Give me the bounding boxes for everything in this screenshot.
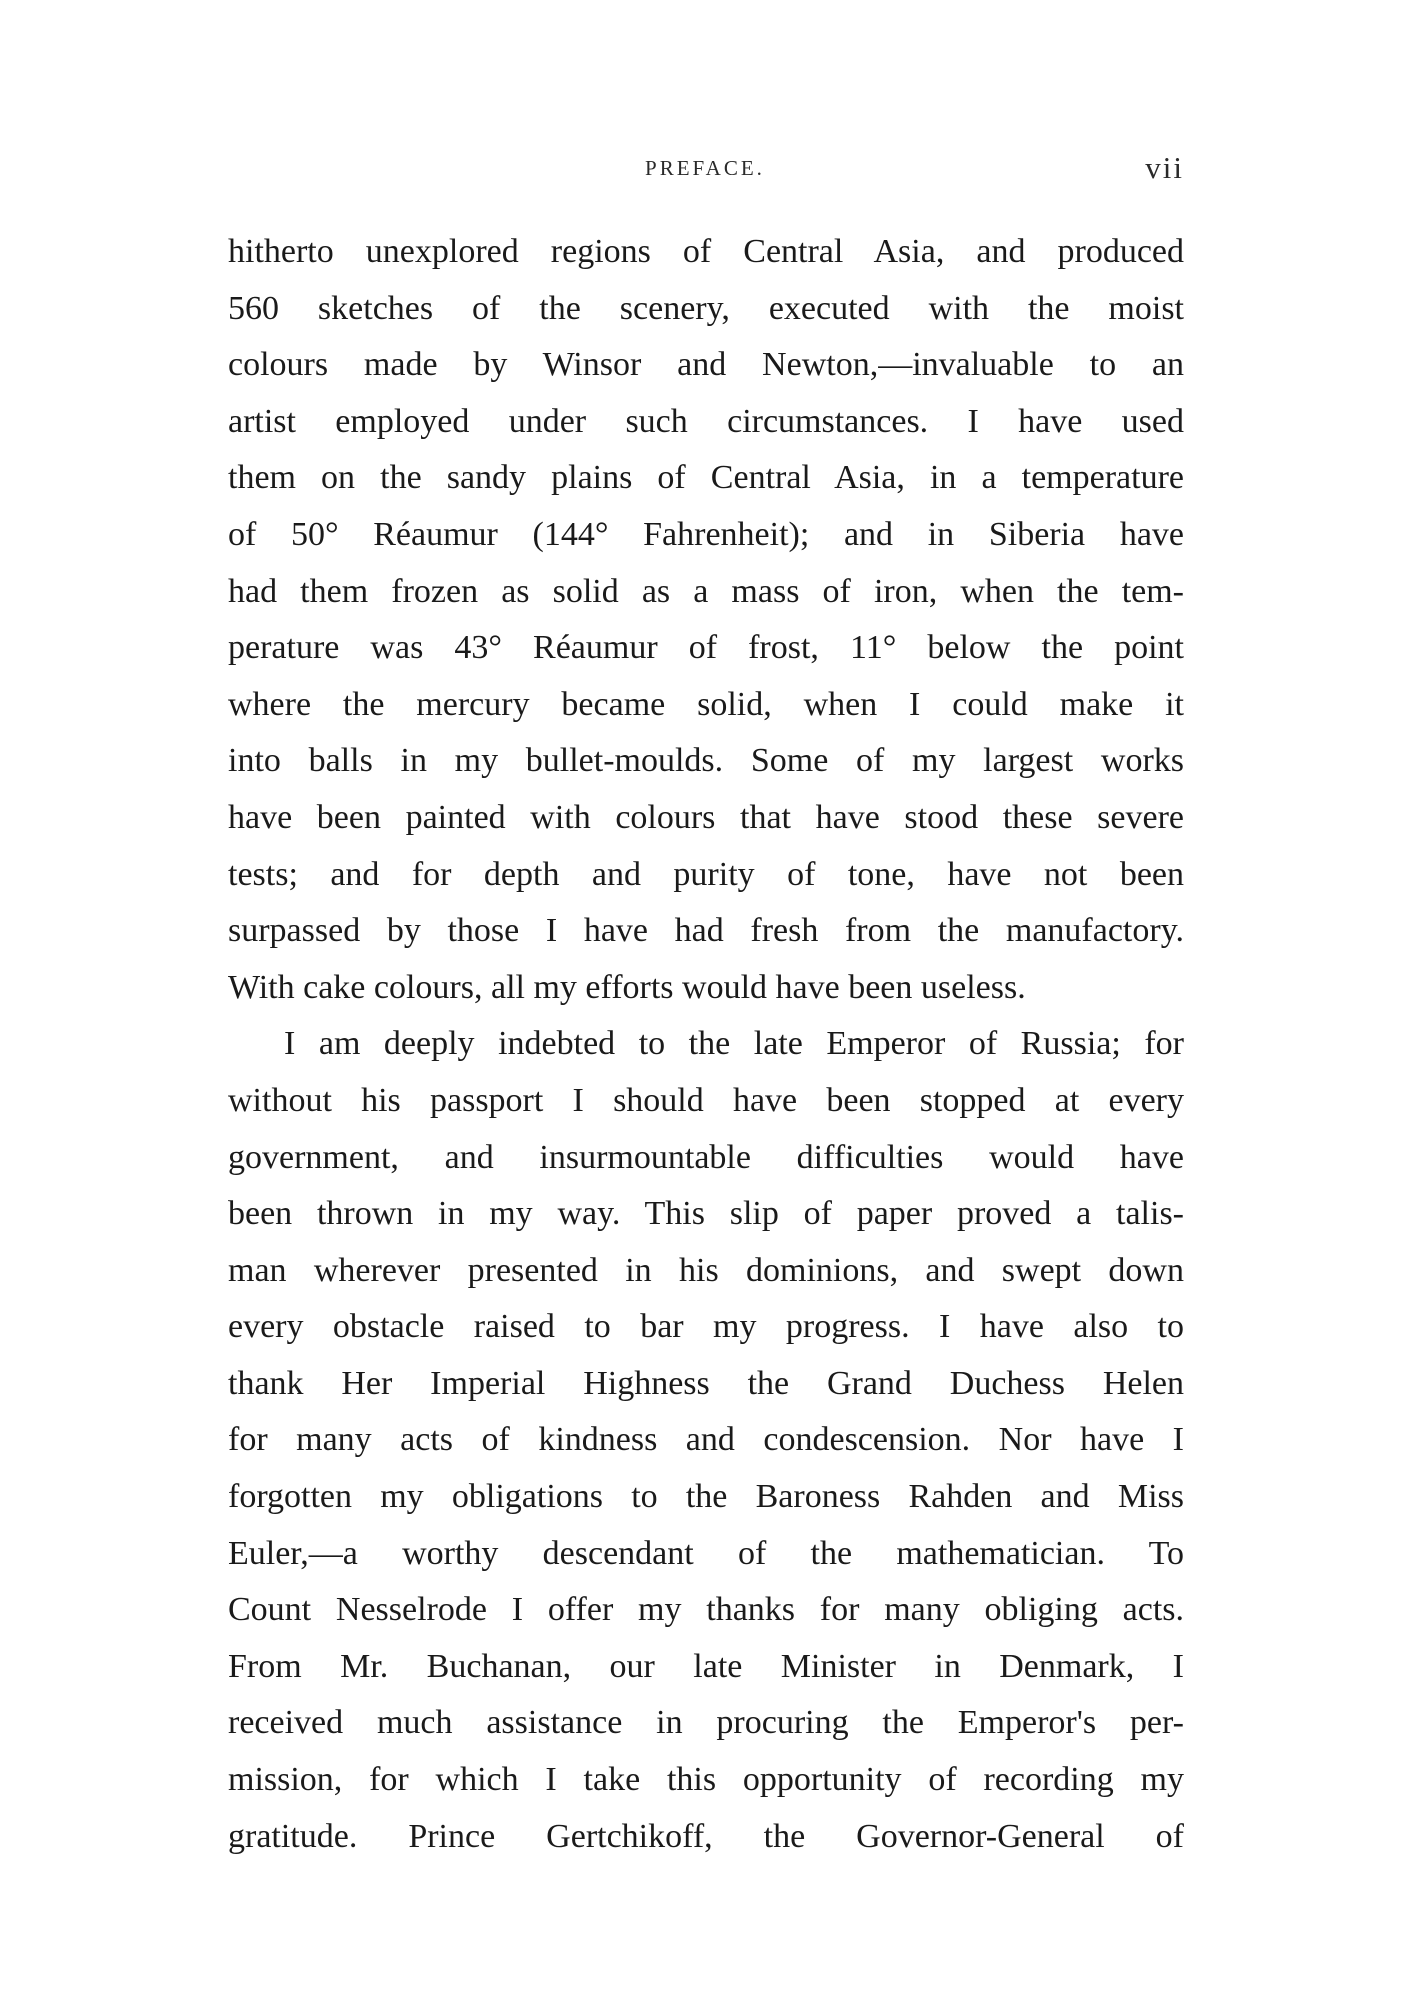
text-line: 560 sketches of the scenery, executed with the moist — [228, 289, 1184, 327]
text-line: them on the sandy plains of Central Asia, in a temperature — [228, 459, 1184, 497]
text-line: tests; and for depth and purity of tone, have not been — [228, 855, 1184, 893]
text-line: government, and insurmountable difficulties would have — [228, 1138, 1184, 1176]
text-line: With cake colours, all my efforts would have been useless. — [228, 968, 1026, 1006]
running-head — [226, 150, 1184, 190]
text-line: Count Nesselrode I offer my thanks for many obliging acts. — [228, 1591, 1184, 1629]
running-title: PREFACE. — [645, 156, 765, 180]
text-line: colours made by Winsor and Newton,—invaluable to an — [228, 346, 1184, 384]
text-line: have been painted with colours that have stood these severe — [228, 798, 1184, 836]
text-line: perature was 43° Réaumur of frost, 11° below the point — [228, 629, 1184, 667]
text-line: surpassed by those I have had fresh from the manufactory. — [228, 912, 1184, 950]
text-line: thank Her Imperial Highness the Grand Duchess Helen — [228, 1364, 1184, 1402]
text-line: gratitude. Prince Gertchikoff, the Governor-General of — [228, 1817, 1184, 1855]
text-line: for many acts of kindness and condescension. Nor have I — [228, 1421, 1184, 1459]
text-line: artist employed under such circumstances. I have used — [228, 402, 1184, 440]
text-line: every obstacle raised to bar my progress. I have also to — [228, 1308, 1184, 1346]
text-line: into balls in my bullet-moulds. Some of my largest works — [228, 742, 1184, 780]
text-line: forgotten my obligations to the Baroness Rahden and Miss — [228, 1478, 1184, 1516]
text-line: without his passport I should have been stopped at every — [228, 1081, 1184, 1119]
text-line: I am deeply indebted to the late Emperor of Russia; for — [284, 1025, 1184, 1063]
text-line: From Mr. Buchanan, our late Minister in Denmark, I — [228, 1647, 1184, 1685]
text-line: where the mercury became solid, when I could make it — [228, 685, 1184, 723]
text-line: been thrown in my way. This slip of paper proved a talis- — [228, 1195, 1184, 1233]
text-line: man wherever presented in his dominions, and swept down — [228, 1251, 1184, 1289]
text-line: of 50° Réaumur (144° Fahrenheit); and in Siberia have — [228, 515, 1184, 553]
text-line: received much assistance in procuring the Emperor's per- — [228, 1704, 1184, 1742]
text-line: Euler,—a worthy descendant of the mathematician. To — [228, 1534, 1184, 1572]
page-number: vii — [1145, 150, 1184, 185]
preface-text — [228, 224, 1184, 1865]
text-line: hitherto unexplored regions of Central Asia, and produced — [228, 233, 1184, 270]
text-line: mission, for which I take this opportunity of recording my — [228, 1761, 1184, 1799]
text-line: had them frozen as solid as a mass of iron, when the tem- — [228, 572, 1184, 610]
